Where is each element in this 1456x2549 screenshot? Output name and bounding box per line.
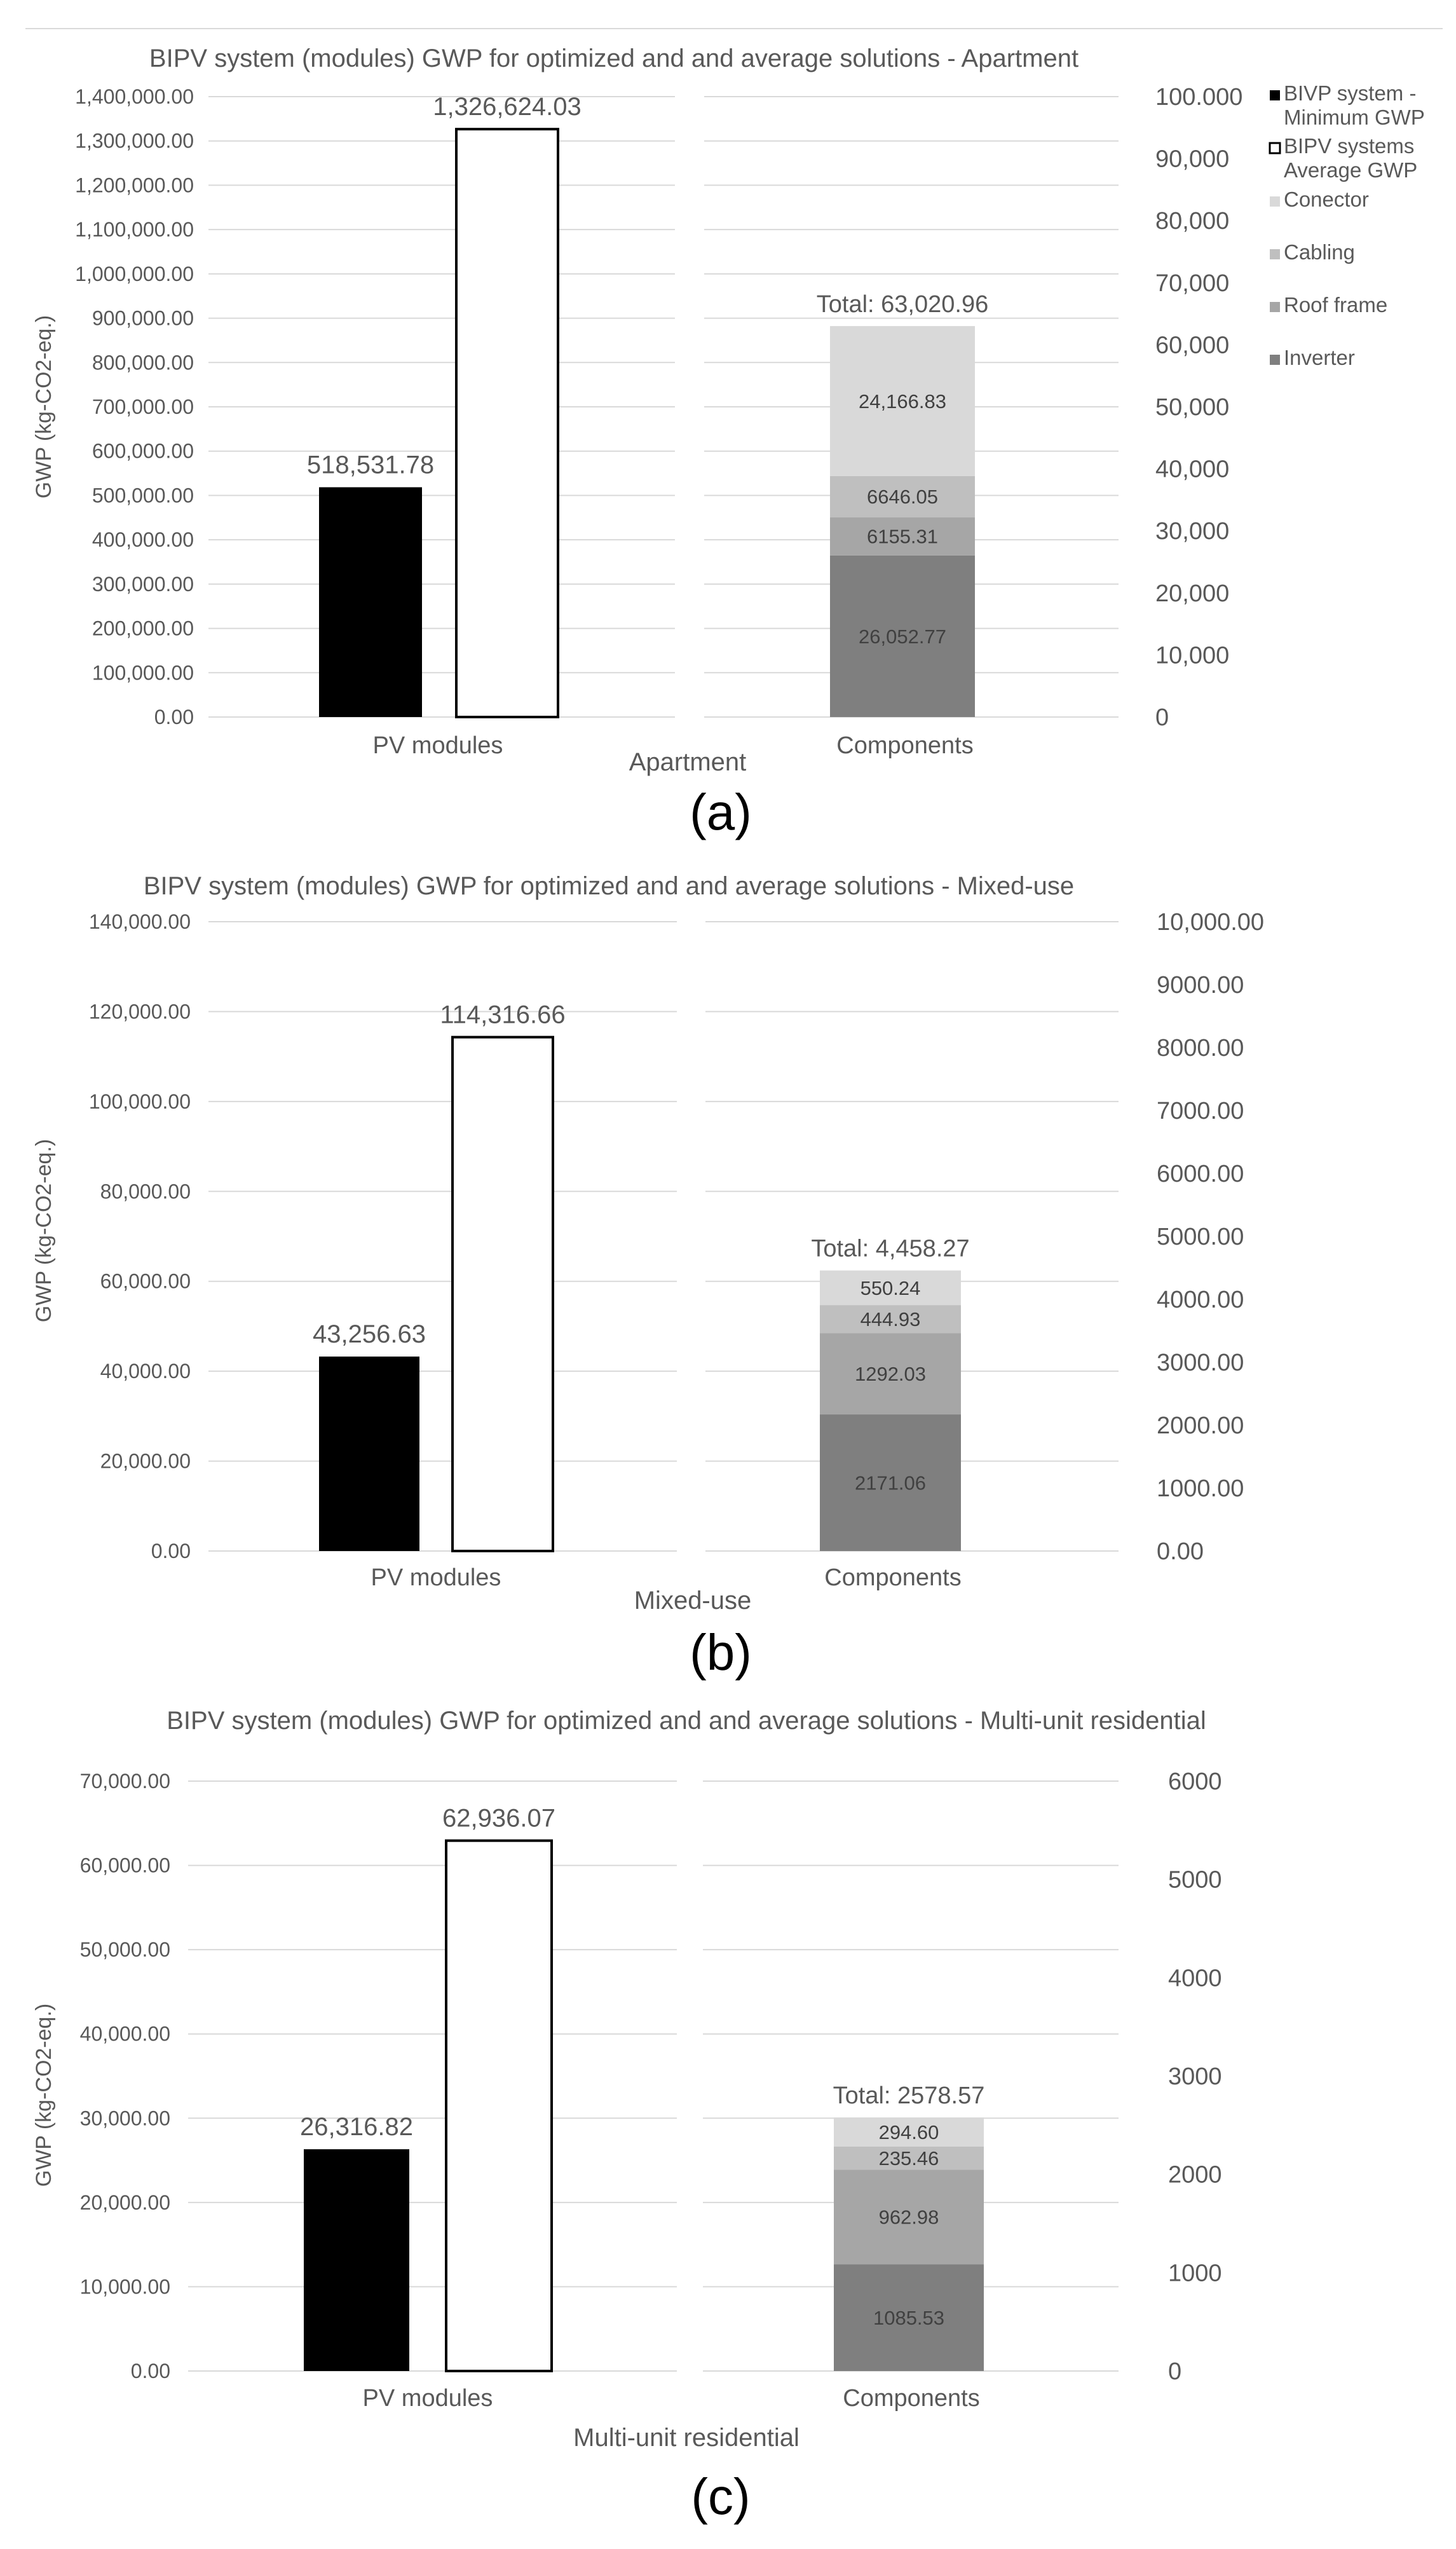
bar-pv-average xyxy=(456,129,558,717)
data-label-pv: 114,316.66 xyxy=(440,1001,566,1029)
right-axis-tick-label: 0.00 xyxy=(1157,1538,1204,1565)
bar-pv-minimum xyxy=(319,1357,419,1551)
y-axis-label: GWP (kg-CO2-eq.) xyxy=(32,315,56,499)
left-axis-tick-label: 20,000.00 xyxy=(79,2190,170,2214)
data-label-component: 444.93 xyxy=(860,1308,921,1331)
legend-label: Average GWP xyxy=(1284,158,1418,182)
right-axis-tick-label: 1000 xyxy=(1168,2260,1222,2287)
data-label-pv: 518,531.78 xyxy=(306,451,435,479)
total-label: Total: 4,458.27 xyxy=(811,1235,970,1262)
chart-title: BIPV system (modules) GWP for optimized and and average solutions - Apartment xyxy=(149,44,1079,72)
bar-pv-average xyxy=(452,1037,553,1551)
left-axis-tick-label: 60,000.00 xyxy=(100,1269,191,1293)
bar-pv-average xyxy=(446,1841,552,2371)
legend-label: BIVP system - xyxy=(1284,81,1417,105)
x-axis-label: Apartment xyxy=(629,748,747,776)
left-axis-tick-label: 80,000.00 xyxy=(100,1180,191,1203)
data-label-pv: 26,316.82 xyxy=(300,2113,413,2142)
legend-swatch xyxy=(1270,249,1280,259)
data-label-component: 294.60 xyxy=(878,2121,939,2143)
left-axis-tick-label: 0.00 xyxy=(130,2360,170,2382)
left-axis-tick-label: 100,000.00 xyxy=(88,1090,191,1113)
left-axis-tick-label: 40,000.00 xyxy=(100,1360,191,1383)
left-axis-tick-label: 40,000.00 xyxy=(79,2022,170,2046)
right-axis-tick-label: 10,000.00 xyxy=(1157,909,1265,936)
right-axis-tick-label: 1000.00 xyxy=(1157,1475,1244,1502)
right-axis-tick-label: 7000.00 xyxy=(1157,1098,1244,1124)
left-axis-tick-label: 100,000.00 xyxy=(92,661,194,685)
left-axis-tick-label: 70,000.00 xyxy=(79,1770,170,1793)
right-axis-tick-label: 80,000 xyxy=(1155,208,1230,235)
left-axis-tick-label: 1,000,000.00 xyxy=(75,262,194,285)
left-axis-tick-label: 400,000.00 xyxy=(92,528,194,552)
data-label-component: 26,052.77 xyxy=(859,625,946,648)
right-axis-tick-label: 2000 xyxy=(1168,2161,1222,2189)
right-axis-tick-label: 0 xyxy=(1168,2358,1182,2385)
left-axis-tick-label: 500,000.00 xyxy=(92,484,194,507)
data-label-component: 235.46 xyxy=(878,2147,939,2170)
right-axis-tick-label: 20,000 xyxy=(1155,580,1230,607)
left-axis-tick-label: 20,000.00 xyxy=(100,1449,191,1473)
panel-label: (c) xyxy=(691,2468,751,2525)
left-axis-tick-label: 700,000.00 xyxy=(92,395,194,418)
legend-label: Roof frame xyxy=(1284,293,1388,317)
left-axis-tick-label: 800,000.00 xyxy=(92,351,194,374)
chart-title: BIPV system (modules) GWP for optimized and and average solutions - Mixed-use xyxy=(143,872,1075,900)
legend-label: Inverter xyxy=(1284,346,1355,369)
panel-label: (a) xyxy=(690,784,752,840)
data-label-component: 24,166.83 xyxy=(859,390,946,413)
legend-label: Conector xyxy=(1284,188,1369,211)
x-axis-label: Mixed-use xyxy=(634,1587,752,1615)
right-axis-tick-label: 30,000 xyxy=(1155,518,1230,545)
right-axis-tick-label: 90,000 xyxy=(1155,146,1230,173)
right-axis-tick-label: 5000.00 xyxy=(1157,1224,1244,1250)
right-axis-tick-label: 6000.00 xyxy=(1157,1161,1244,1187)
y-axis-label: GWP (kg-CO2-eq.) xyxy=(32,2003,56,2187)
data-label-component: 1085.53 xyxy=(873,2307,945,2330)
data-label-component: 2171.06 xyxy=(854,1472,927,1494)
left-axis-tick-label: 1,200,000.00 xyxy=(75,174,194,197)
category-label: Components xyxy=(824,1564,962,1591)
data-label-component: 550.24 xyxy=(860,1276,921,1299)
category-label: PV modules xyxy=(371,1564,501,1591)
left-axis-tick-label: 1,100,000.00 xyxy=(75,218,194,242)
data-label-pv: 1,326,624.03 xyxy=(433,93,582,121)
left-axis-tick-label: 300,000.00 xyxy=(92,572,194,596)
right-axis-tick-label: 0 xyxy=(1155,704,1169,731)
legend-swatch xyxy=(1270,302,1280,312)
legend-label: Cabling xyxy=(1284,240,1355,264)
chart-title: BIPV system (modules) GWP for optimized and and average solutions - Multi-unit residential xyxy=(167,1707,1206,1735)
right-axis-tick-label: 9000.00 xyxy=(1157,972,1244,999)
left-axis-tick-label: 120,000.00 xyxy=(88,1000,191,1023)
legend-swatch xyxy=(1270,196,1280,207)
x-axis-label: Multi-unit residential xyxy=(573,2424,799,2452)
right-axis-tick-label: 6000 xyxy=(1168,1768,1222,1795)
left-axis-tick-label: 1,400,000.00 xyxy=(75,85,194,108)
right-axis-tick-label: 4000 xyxy=(1168,1965,1222,1992)
right-axis-tick-label: 60,000 xyxy=(1155,332,1230,359)
left-axis-tick-label: 30,000.00 xyxy=(79,2107,170,2130)
left-axis-tick-label: 60,000.00 xyxy=(79,1854,170,1877)
data-label-pv: 43,256.63 xyxy=(313,1320,426,1349)
right-axis-tick-label: 10,000 xyxy=(1155,642,1230,669)
left-axis-tick-label: 600,000.00 xyxy=(92,439,194,463)
right-axis-tick-label: 40,000 xyxy=(1155,456,1230,483)
total-label: Total: 63,020.96 xyxy=(816,290,989,318)
right-axis-tick-label: 4000.00 xyxy=(1157,1287,1244,1313)
data-label-component: 6646.05 xyxy=(866,486,939,509)
data-label-component: 962.98 xyxy=(878,2206,939,2229)
left-axis-tick-label: 140,000.00 xyxy=(88,910,191,933)
legend-swatch xyxy=(1270,355,1280,365)
data-label-component: 6155.31 xyxy=(866,525,939,548)
left-axis-tick-label: 10,000.00 xyxy=(79,2275,170,2299)
bar-pv-minimum xyxy=(319,488,422,717)
right-axis-tick-label: 3000 xyxy=(1168,2063,1222,2090)
data-label-component: 1292.03 xyxy=(854,1363,927,1386)
left-axis-tick-label: 900,000.00 xyxy=(92,306,194,330)
legend-swatch xyxy=(1270,143,1280,153)
right-axis-tick-label: 3000.00 xyxy=(1157,1350,1244,1376)
right-axis-tick-label: 5000 xyxy=(1168,1866,1222,1894)
legend-swatch xyxy=(1270,90,1280,100)
bar-pv-minimum xyxy=(304,2149,409,2371)
category-label: PV modules xyxy=(372,732,503,759)
category-label: Components xyxy=(836,732,974,759)
right-axis-tick-label: 2000.00 xyxy=(1157,1412,1244,1439)
category-label: PV modules xyxy=(362,2385,493,2412)
left-axis-tick-label: 50,000.00 xyxy=(79,1938,170,1962)
left-axis-tick-label: 200,000.00 xyxy=(92,617,194,640)
right-axis-tick-label: 100.000 xyxy=(1155,84,1243,111)
legend-label: Minimum GWP xyxy=(1284,106,1425,129)
right-axis-tick-label: 8000.00 xyxy=(1157,1035,1244,1062)
left-axis-tick-label: 1,300,000.00 xyxy=(75,129,194,153)
left-axis-tick-label: 0.00 xyxy=(151,1540,191,1562)
panel-label: (b) xyxy=(690,1624,752,1681)
y-axis-label: GWP (kg-CO2-eq.) xyxy=(32,1138,56,1323)
right-axis-tick-label: 70,000 xyxy=(1155,270,1230,297)
right-axis-tick-label: 50,000 xyxy=(1155,394,1230,421)
legend-label: BIPV systems xyxy=(1284,134,1415,158)
category-label: Components xyxy=(843,2385,980,2412)
data-label-pv: 62,936.07 xyxy=(442,1804,555,1833)
total-label: Total: 2578.57 xyxy=(833,2082,985,2110)
left-axis-tick-label: 0.00 xyxy=(154,706,194,728)
